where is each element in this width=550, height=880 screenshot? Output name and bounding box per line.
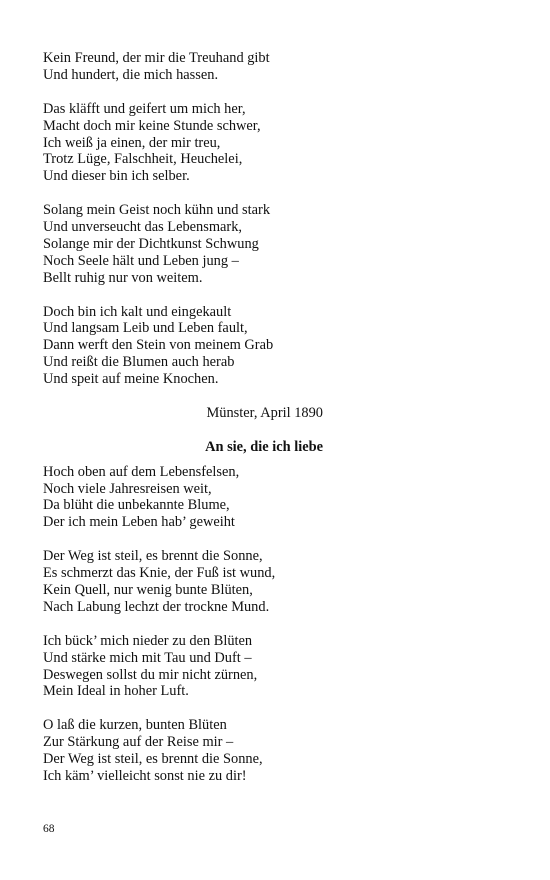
stanza-gap: [43, 616, 323, 633]
page-body: [43, 0, 323, 880]
verse-line: Ich bück’ mich nieder zu den Blüten: [43, 632, 253, 649]
verse-line: Das kläfft und geifert um mich her,: [43, 100, 246, 117]
signature-gap: [43, 388, 323, 405]
verse-line: Und reißt die Blumen auch herab: [43, 354, 235, 371]
verse-line: Bellt ruhig nur von weitem.: [43, 269, 203, 286]
verse-line: Der Weg ist steil, es brennt die Sonne,: [43, 548, 263, 565]
poem1-stanza-1: [43, 50, 323, 84]
title-gap: [43, 422, 323, 439]
verse-line: Und hundert, die mich hassen.: [43, 66, 219, 83]
verse-line: Und stärke mich mit Tau und Duft –: [43, 649, 252, 666]
verse-line: Deswegen sollst du mir nicht zürnen,: [43, 666, 258, 683]
verse-line: Und dieser bin ich selber.: [43, 168, 190, 185]
poem2-stanza-1: [43, 464, 323, 532]
verse-line: Der ich mein Leben hab’ geweiht: [43, 514, 235, 531]
verse-line: Doch bin ich kalt und eingekault: [43, 303, 232, 320]
stanza-gap: [43, 531, 323, 548]
verse-line: Ich weiß ja einen, der mir treu,: [43, 134, 221, 151]
stanza-gap: [43, 84, 323, 101]
verse-line: Und unverseucht das Lebensmark,: [43, 219, 243, 236]
poem2-stanza-2: [43, 548, 323, 616]
verse-line: Nach Labung lechzt der trockne Mund.: [43, 598, 270, 615]
poem1-stanza-4: [43, 304, 323, 389]
verse-line: Und langsam Leib und Leben fault,: [43, 320, 248, 337]
verse-line: Dann werft den Stein von meinem Grab: [43, 337, 274, 354]
verse-line: Kein Quell, nur wenig bunte Blüten,: [43, 582, 253, 598]
verse-line: Mein Ideal in hoher Luft.: [43, 683, 189, 700]
verse-line: Es schmerzt das Knie, der Fuß ist wund,: [43, 565, 276, 582]
poem1-stanza-2: [43, 101, 323, 186]
verse-line: Zur Stärkung auf der Reise mir –: [43, 734, 234, 751]
poem2-stanza-4: [43, 717, 323, 785]
stanza-gap: [43, 185, 323, 202]
verse-line: Macht doch mir keine Stunde schwer,: [43, 117, 261, 134]
stanza-gap: [43, 287, 323, 304]
title-after-gap: [43, 456, 323, 464]
verse-line: Noch Seele hält und Leben jung –: [43, 252, 239, 269]
verse-line: Solange mir der Dichtkunst Schwung: [43, 235, 259, 252]
poem1-stanza-3: [43, 202, 323, 287]
verse-line: Trotz Lüge, Falschheit, Heuchelei,: [43, 151, 243, 168]
stanza-gap: [43, 700, 323, 717]
verse-line: Ich käm’ vielleicht sonst nie zu dir!: [43, 767, 247, 784]
page-number: 68: [43, 823, 55, 835]
poem-title: An sie, die ich liebe: [205, 438, 323, 455]
verse-line: Da blüht die unbekannte Blume,: [43, 497, 230, 514]
poem2-stanza-3: [43, 633, 323, 701]
verse-line: Noch viele Jahresreisen weit,: [43, 480, 212, 497]
verse-line: Solang mein Geist noch kühn und stark: [43, 202, 271, 219]
top-margin: [43, 0, 323, 50]
verse-line: Der Weg ist steil, es brennt die Sonne,: [43, 751, 263, 768]
verse-line: Und speit auf meine Knochen.: [43, 371, 219, 388]
verse-line: Kein Freund, der mir die Treuhand gibt: [43, 50, 270, 66]
poem-signature: Münster, April 1890: [206, 404, 323, 421]
verse-line: Hoch oben auf dem Lebensfelsen,: [43, 463, 240, 480]
verse-line: O laß die kurzen, bunten Blüten: [43, 717, 227, 734]
